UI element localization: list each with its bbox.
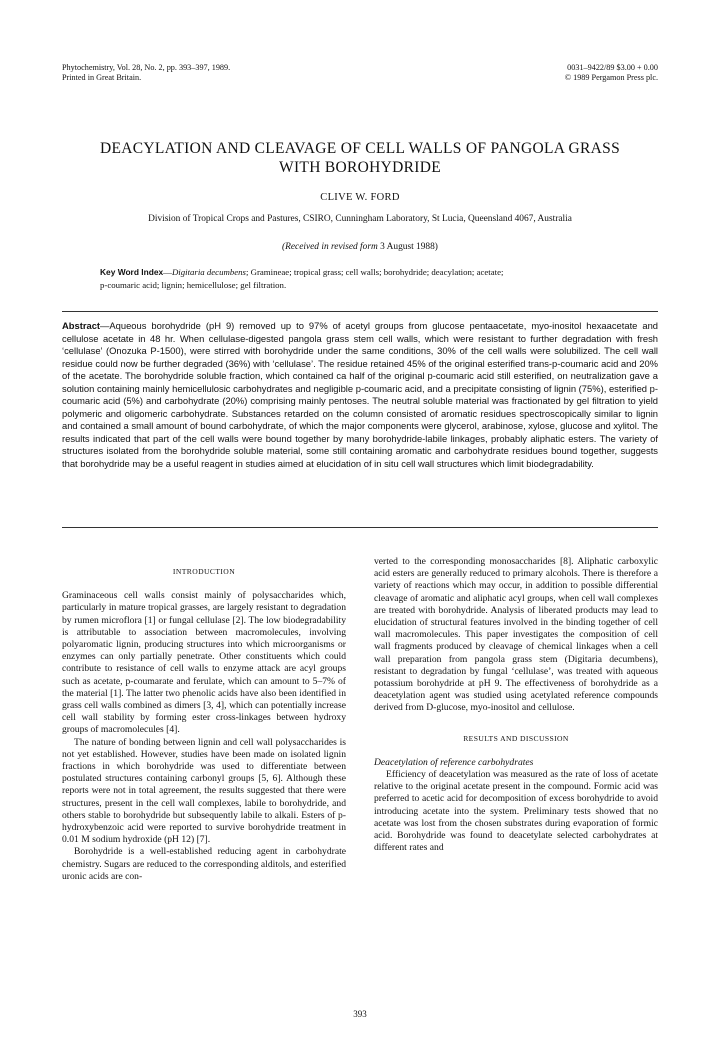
printed-in-line: Printed in Great Britain. (62, 73, 142, 82)
author-name: CLIVE W. FORD (320, 192, 400, 203)
results-paragraph-1: Efficiency of deacetylation was measured as the rate of loss of acetate relative to the original acetate present in the compound. Formic acid was preferred to acetic acid for decomposition of excess borohydride to avoid introducing acetate into the system. Preliminary tests showed that no acetate was lost from the chosen substrates during evaporation of formic acid. Borohydride was found to deacetylate selected carbohydrates at different rates and (374, 769, 658, 854)
introduction-paragraph-2: The nature of bonding between lignin and cell wall polysaccharides is not yet established. However, studies have been made on isolated lignin fractions in which borohydride was used to differentiate between postulated structures containing carbonyl groups [5, 6]. Although these reports were not in total agreement, the results suggested that there were structures, present in the cell wall complexes, labile to borohydride, and others stable to borohydride but subsequently labile to alkali. Esters of p-hydroxybenzoic acid were reported to survive borohydride treatment in 0.01 M sodium hydroxide (pH 12) [7]. (62, 736, 346, 846)
copyright-line: © 1989 Pergamon Press plc. (564, 73, 658, 82)
abstract-label: Abstract (62, 320, 101, 331)
copyright-block (565, 63, 658, 83)
journal-citation (62, 63, 230, 83)
keyword-list-2: p-coumaric acid; lignin; hemicellulose; gel filtration. (100, 280, 287, 290)
abstract (62, 320, 658, 470)
results-heading: RESULTS AND DISCUSSION (463, 733, 569, 743)
title-line-2: WITH BOROHYDRIDE (279, 159, 441, 176)
received-date-value: 3 August 1988) (380, 242, 438, 252)
paper-title (62, 139, 658, 177)
title-line-1: DEACYLATION AND CLEAVAGE OF CELL WALLS OF PANGOLA GRASS (99, 140, 620, 157)
issn-price-line: 0031–9422/89 $3.00 + 0.00 (567, 63, 658, 72)
received-italic: in revised form (321, 242, 378, 252)
results-subheading: Deacetylation of reference carbohydrates (374, 756, 534, 768)
keyword-list-1: ; Gramineae; tropical grass; cell walls; borohydride; deacylation; acetate; (245, 267, 504, 277)
introduction-heading: INTRODUCTION (172, 567, 236, 576)
column-right (374, 556, 658, 854)
keyword-index (100, 266, 660, 292)
introduction-paragraph-3: Borohydride is a well-established reducing agent in carbohydrate chemistry. Sugars are reduced to the corresponding alditols, and esterified uronic acids are con- (62, 846, 346, 882)
introduction-paragraph-1: Graminaceous cell walls consist mainly of polysaccharides which, particularly in mature tropical grasses, are largely resistant to degradation by rumen microflora [1] or fungal cellulase [2]. The low biodegradability is attributable to association between macromolecules, involving polyaromatic lignin, producing structures into which microorganisms or enzymes can only partially penetrate. Other constituents which could contribute to resistance of cell walls to enzyme attack are acyl groups such as acetate, p-coumarate and ferulate, which can amount to 5–7% of the material [1]. The latter two phenolic acids have also been identified in grass cell walls combined as dimers [3, 4], which can potentially increase cell wall stability by forming ester cross-linkages between hydroxy groups of macromolecules [4]. (62, 590, 346, 736)
author-affiliation: Division of Tropical Crops and Pastures, CSIRO, Cunningham Laboratory, St Lucia, Queensland 4067, Australia (148, 214, 572, 224)
abstract-text: —Aqueous borohydride (pH 9) removed up to 97% of acetyl groups from glucose pentaacetate, myo-inositol hexaacetate and cellulose acetate in 48 hr. When cellulase-digested pangola grass stem cell walls, which were resistant to further degradation with fresh ‘cellulase’ (Onozuka P-1500), were stirred with borohydride under the same conditions, 30% of the cell walls were solubilized. The cell wall residue could now be further degraded (36%) with ‘cellulase’. The residue retained 45% of the original esterified trans-p-coumaric acid and 20% of the acetate. The borohydride soluble fraction, which contained ca half of the original p-coumaric acid still esterified, on neutralization gave a solution containing mainly hemicellulosic carbohydrates and negligible p-coumaric acid, and a precipitate consisting of lignin (75%), esterified p-coumaric acid (5%) and carbohydrate (20%) comprising mainly pentoses. The neutral soluble material was fractionated by gel filtration to yield polymeric and oligomeric carbohydrate. Substances retarded on the column consisted of aromatic residues spectroscopically similar to lignin and contained a small amount of bound carbohydrate, of which the major components were glycerol, arabinose, xylose, glucose and xylitol. The results indicated that part of the cell walls were bound together by many borohydride-labile linkages, probably aliphatic esters. The variety of structures isolated from the borohydride soluble material, some still containing aromatic and carbohydrate residues bound together, suggests that borohydride may be a useful reagent in studies aimed at elucidation of in situ cell wall structures which limit biodegradability. (62, 320, 658, 469)
keyword-genus: Digitaria decumbens (171, 267, 246, 277)
received-date (62, 242, 658, 252)
abstract-bottom-rule (62, 527, 658, 528)
abstract-top-rule (62, 311, 658, 312)
journal-line: Phytochemistry, Vol. 28, No. 2, pp. 393–397, 1989. (62, 63, 231, 72)
received-prefix: (Received (282, 242, 319, 252)
column-left (62, 558, 346, 883)
introduction-paragraph-4: verted to the corresponding monosaccharides [8]. Aliphatic carboxylic acid esters are generally reduced to primary alcohols. There is therefore a variety of reactions which may occur, in addition to possible differential cleavage of aromatic and aliphatic acyl groups, when cell wall complexes are treated with borohydride. Analysis of liberated products may lead to elucidation of structural features involved in the binding together of cell wall macromolecules. This paper investigates the composition of cell wall fragments produced by cleavage of chemical linkages when a cell wall preparation from pangola grass stem (Digitaria decumbens), resistant to degradation by fungal ‘cellulase’, was treated with aqueous potassium borohydride at pH 9. The effectiveness of borohydride as a deacetylation agent was studied using acetylated reference compounds derived from D-glucose, myo-inositol and cellulose. (374, 556, 658, 714)
page-number: 393 (353, 1009, 367, 1019)
keyword-dash: — (163, 267, 172, 277)
keyword-label: Key Word Index (100, 267, 164, 277)
